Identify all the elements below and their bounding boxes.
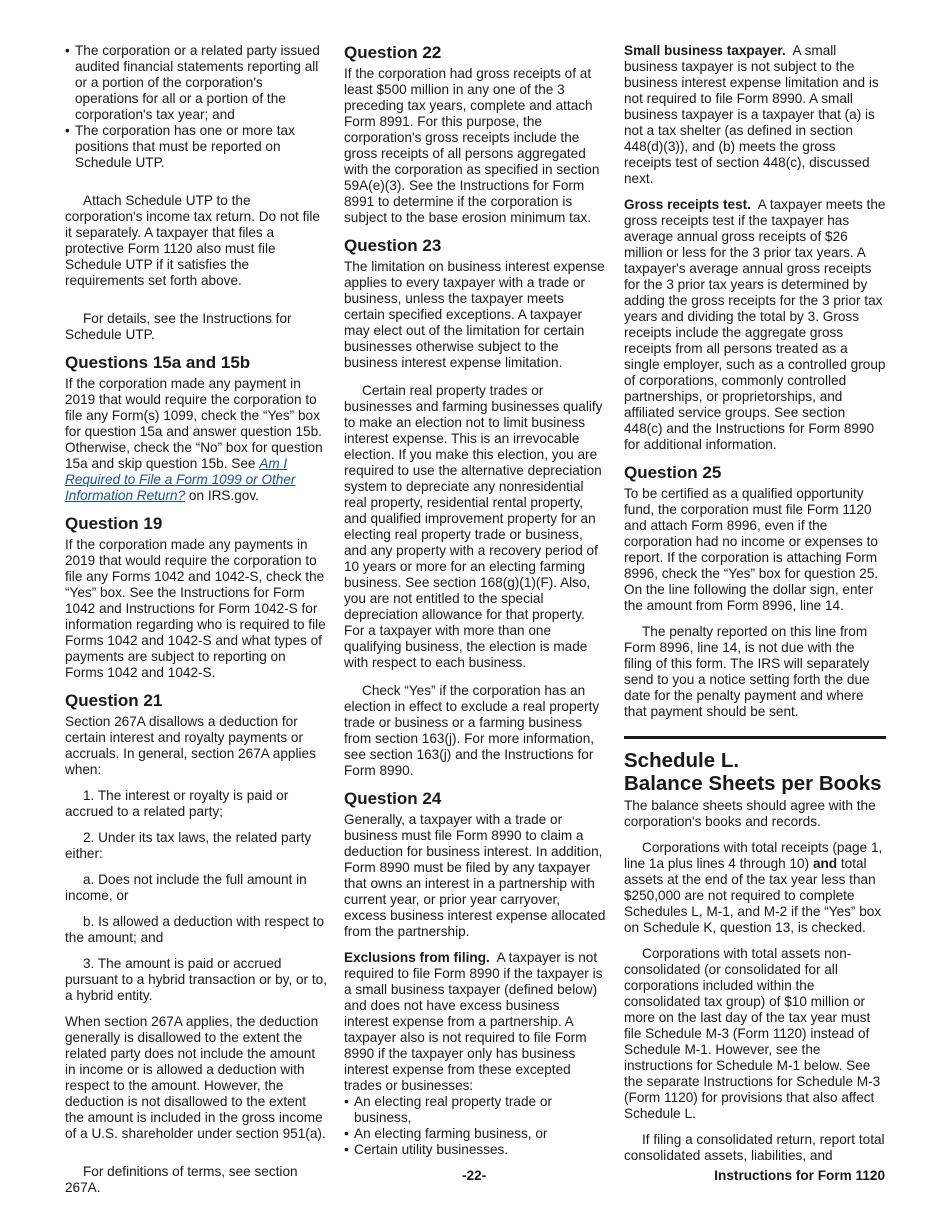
list-item: 3. The amount is paid or accrued pursuant to a hybrid transaction or by, or to, a hybrid entity. [65,956,327,1003]
paragraph: Generally, a taxpayer with a trade or business must file Form 8990 to claim a deduction for business interest. In addition, Form 8990 must be filed by any taxpayer that owns an interest in a partnership with current year, or prior year carryover, excess business interest expense allocated from the partnership. [344,812,606,939]
column-3 [624,43,886,1174]
paragraph: The limitation on business interest expense applies to every taxpayer with a trade or business, unless the taxpayer meets certain specified exceptions. A taxpayer may elect out of the limitation for certain businesses otherwise subject to the business interest expense limitation. [344,259,605,370]
run-in-heading: Gross receipts test. [624,197,751,212]
schedule-heading-line: Balance Sheets per Books [624,772,882,795]
list-item: 1. The interest or royalty is paid or accrued to a related party; [65,788,289,819]
run-in-heading: Exclusions from filing. [344,950,490,965]
list-item: • An electing farming business, or [344,1126,606,1142]
paragraph: Certain real property trades or businesses and farming businesses qualify to make an election not to limit business interest expense. This is an irrevocable election. If you make this election, you are required to use the alternative depreciation system to depreciate any nonresidential real property, residential rental property, and qualified improvement property for an electing real property trade or business, and any property with a recovery period of 10 years or more for an electing farming business. See section 168(g)(1)(F). Also, you are not entitled to the special depreciation allowance for that property. For a taxpayer with more than one qualifying business, the election is made with respect to each business. [344,383,603,670]
footer-form-title: Instructions for Form 1120 [714,1168,885,1183]
section-heading: Question 23 [344,236,442,255]
paragraph-text: Corporations with total receipts (page 1, line 1a plus lines 4 through 10) [624,840,883,871]
form-1099-link[interactable]: Am I Required to File a Form 1099 or Other Information Return? [65,456,296,503]
list-item: • An electing real property trade or business, [344,1094,606,1126]
schedule-heading-line: Schedule L. [624,749,740,772]
paragraph [624,43,886,187]
column-2 [344,43,606,1168]
paragraph-text: A taxpayer is not required to file Form 8990 if the taxpayer is a small business taxpayer (defined below) and does not have excess business interest expense from a partnership. A taxpayer also is not required to file Form 8990 if the taxpayer only has business interest expense from these excepted trades or businesses: [344,950,603,1093]
paragraph: The balance sheets should agree with the corporation's books and records. [624,798,876,829]
list-item: • The corporation or a related party issued audited financial statements reporting all or a portion of the corporation's operations for all or a portion of the corporation's tax year; and [65,43,327,123]
paragraph-text: A small business taxpayer is not subject to the business interest expense limitation and is not required to file Form 8990. A small business taxpayer is a taxpayer that (a) is not a tax shelter (as defined in section 448(d)(3)), and (b) meets the gross receipts test of section 448(c), discussed next. [624,43,879,186]
paragraph: When section 267A applies, the deduction generally is disallowed to the extent the related party does not include the amount in income or is allowed a deduction with respect to the amount. However, the deduction is not disallowed to the extent the amount is included in the gross income of a U.S. shareholder under section 951(a). [65,1014,326,1141]
list-item: 2. Under its tax laws, the related party either: [65,830,312,861]
paragraph: To be certified as a qualified opportunity fund, the corporation must file Form 1120 and attach Form 8996, even if the corporation had no income or expenses to report. If the corporation is attaching Form 8996, check the “Yes” box for question 25. On the line following the dollar sign, enter the amount from Form 8996, line 14. [624,486,879,613]
section-heading: Question 19 [65,514,163,533]
paragraph-text: on IRS.gov. [185,488,259,503]
paragraph: Attach Schedule UTP to the corporation's income tax return. Do not file it separately. A taxpayer that files a protective Form 1120 also must file Schedule UTP if it satisfies the requirements set forth above. [65,193,320,288]
paragraph-text: total assets at the end of the tax year less than $250,000 are not required to complete Schedules L, M-1, and M-2 if the “Yes” box on Schedule K, question 13, is checked. [624,856,882,935]
section-heading: Question 24 [344,789,442,808]
section-heading: Question 21 [65,691,163,710]
section-heading: Questions 15a and 15b [65,353,251,372]
paragraph: For details, see the Instructions for Schedule UTP. [65,311,292,342]
run-in-heading: Small business taxpayer. [624,43,786,58]
paragraph [344,950,606,1094]
section-divider [624,736,886,739]
paragraph: The penalty reported on this line from Form 8996, line 14, is not due with the filing of this form. The IRS will separately send to you a notice setting forth the due date for the penalty payment and where that payment should be sent. [624,624,870,719]
list-item: • The corporation has one or more tax positions that must be reported on Schedule UTP. [65,123,327,171]
paragraph [624,840,886,936]
paragraph: If the corporation had gross receipts of at least $500 million in any one of the 3 preceding tax years, complete and attach Form 8991. For this purpose, the corporation's gross receipts include the gross receipts of all persons aggregated with the corporation as specified in section 59A(e)(3). See the Instructions for Form 8991 to determine if the corporation is subject to the base erosion minimum tax. [344,66,600,225]
paragraph-text: If the corporation made any payment in 2019 that would require the corporation to file any Form(s) 1099, check the “Yes” box for question 15a and answer question 15b. Otherwise, check the “No” box for question 15a and skip question 15b. See [65,376,323,471]
paragraph: Check “Yes” if the corporation has an election in effect to exclude a real property trade or business or a farming business from section 163(j). For more information, see section 163(j) and the Instructions for Form 8990. [344,683,600,778]
exclusion-list [344,1094,606,1158]
list-item: b. Is allowed a deduction with respect to the amount; and [65,914,325,945]
paragraph: If the corporation made any payments in 2019 that would require the corporation to file any Forms 1042 and 1042-S, check the “Yes” box. See the Instructions for Form 1042 and Instructions for Form 1042-S for information regarding who is required to file Forms 1042 and 1042-S and what types of payments are subject to reporting on Forms 1042 and 1042-S. [65,537,326,680]
column-1 [65,43,327,1206]
paragraph-text: A taxpayer meets the gross receipts test if the taxpayer has average annual gross receipts of $26 million or less for the 3 prior tax years. A taxpayer's average annual gross receipts for the 3 prior tax years is determined by adding the gross receipts for the 3 prior tax years and dividing the total by 3. Gross receipts include the aggregate gross receipts from all persons treated as a single employer, such as a controlled group of corporations, commonly controlled partnerships, or proprietorships, and affiliated service groups. See section 448(c) and the Instructions for Form 8990 for additional information. [624,197,886,452]
paragraph: Corporations with total assets non-consolidated (or consolidated for all corporations included within the consolidated tax group) of $10 million or more on the last day of the tax year must file Schedule M-3 (Form 1120) instead of Schedule M-1. However, see the instructions for Schedule M-1 below. See the separate Instructions for Schedule M-3 (Form 1120) for provisions that also affect Schedule L. [624,946,881,1121]
paragraph [624,197,886,453]
page-number: -22- [462,1168,487,1183]
list-item: • Certain utility businesses. [344,1142,606,1158]
list-item: a. Does not include the full amount in income, or [65,872,307,903]
section-heading: Question 22 [344,43,442,62]
paragraph: If filing a consolidated return, report total consolidated assets, liabilities, and [624,1132,885,1163]
section-heading: Question 25 [624,463,722,482]
emphasis: and [812,856,838,871]
paragraph: Section 267A disallows a deduction for certain interest and royalty payments or accruals. In general, section 267A applies when: [65,714,316,777]
schedule-heading [624,749,886,795]
paragraph [65,376,327,504]
paragraph: For definitions of terms, see section 267A. [65,1164,298,1195]
